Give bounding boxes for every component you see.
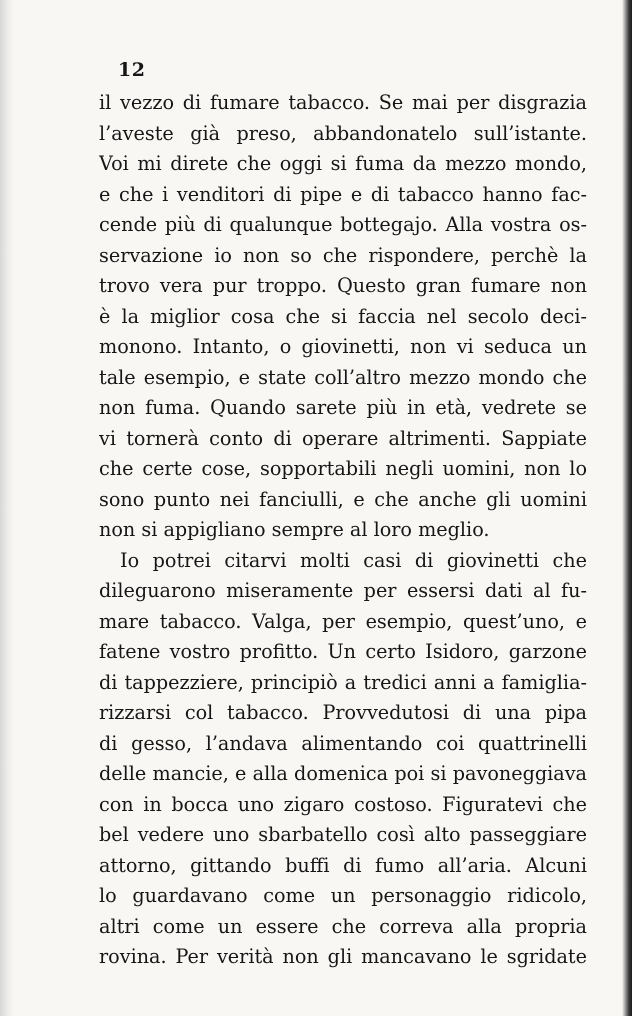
text-line: attorno, gittando buffi di fumo all’aria. Alcuni (99, 853, 587, 877)
text-line: di gesso, l’andava alimentando coi quattrinelli (99, 731, 587, 755)
text-line: Voi mi direte che oggi si fuma da mezzo mondo, (99, 152, 587, 175)
page-left-edge (0, 0, 14, 1016)
text-line: cende più di qualunque bottegajo. Alla vostra os- (99, 213, 587, 236)
text-line: tale esempio, e state coll’altro mezzo mondo che (99, 365, 587, 389)
text-line: rovina. Per verità non gli mancavano le sgridate (99, 945, 587, 968)
page-right-edge (622, 0, 632, 1016)
text-line: dileguarono miseramente per essersi dati al fu- (99, 579, 587, 602)
text-line: trovo vera pur troppo. Questo gran fumare non (99, 274, 587, 297)
text-line: che certe cose, sopportabili negli uomini, non lo (99, 457, 587, 480)
page-number: 12 (118, 59, 146, 81)
text-line: sono punto nei fanciulli, e che anche gli uomini (99, 487, 587, 511)
text-line: non fuma. Quando sarete più in età, vedrete se (99, 396, 587, 419)
body-text (99, 88, 587, 973)
text-line: e che i venditori di pipe e di tabacco hanno fac- (99, 182, 587, 206)
text-line: l’aveste già preso, abbandonatelo sull’istante. (99, 121, 587, 145)
text-line: fatene vostro profitto. Un certo Isidoro, garzone (99, 640, 587, 663)
text-line: servazione io non so che rispondere, perchè la (99, 243, 587, 267)
text-line: è la miglior cosa che si faccia nel secolo deci- (99, 304, 587, 328)
text-line: monono. Intanto, o giovinetti, non vi seduca un (99, 335, 587, 358)
text-line: il vezzo di fumare tabacco. Se mai per disgrazia (99, 91, 587, 114)
text-line: rizzarsi col tabacco. Provvedutosi di una pipa (99, 701, 587, 724)
text-line: di tappezziere, principiò a tredici anni a famiglia- (99, 670, 587, 694)
text-line: bel vedere uno sbarbatello così alto passeggiare (99, 823, 587, 846)
text-line: vi tornerà conto di operare altrimenti. Sappiate (99, 426, 587, 450)
paragraph-end-line: non si appigliano sempre al loro meglio. (99, 518, 490, 541)
text-line: delle mancie, e alla domenica poi si pavoneggiava (99, 762, 587, 785)
text-line: lo guardavano come un personaggio ridicolo, (99, 884, 587, 907)
paragraph-start-line: Io potrei citarvi molti casi di giovinetti che (120, 548, 587, 572)
text-line: mare tabacco. Valga, per esempio, quest’uno, e (99, 609, 587, 633)
text-line: con in bocca uno zigaro costoso. Figuratevi che (99, 792, 587, 816)
text-line: altri come un essere che correva alla propria (99, 914, 587, 938)
